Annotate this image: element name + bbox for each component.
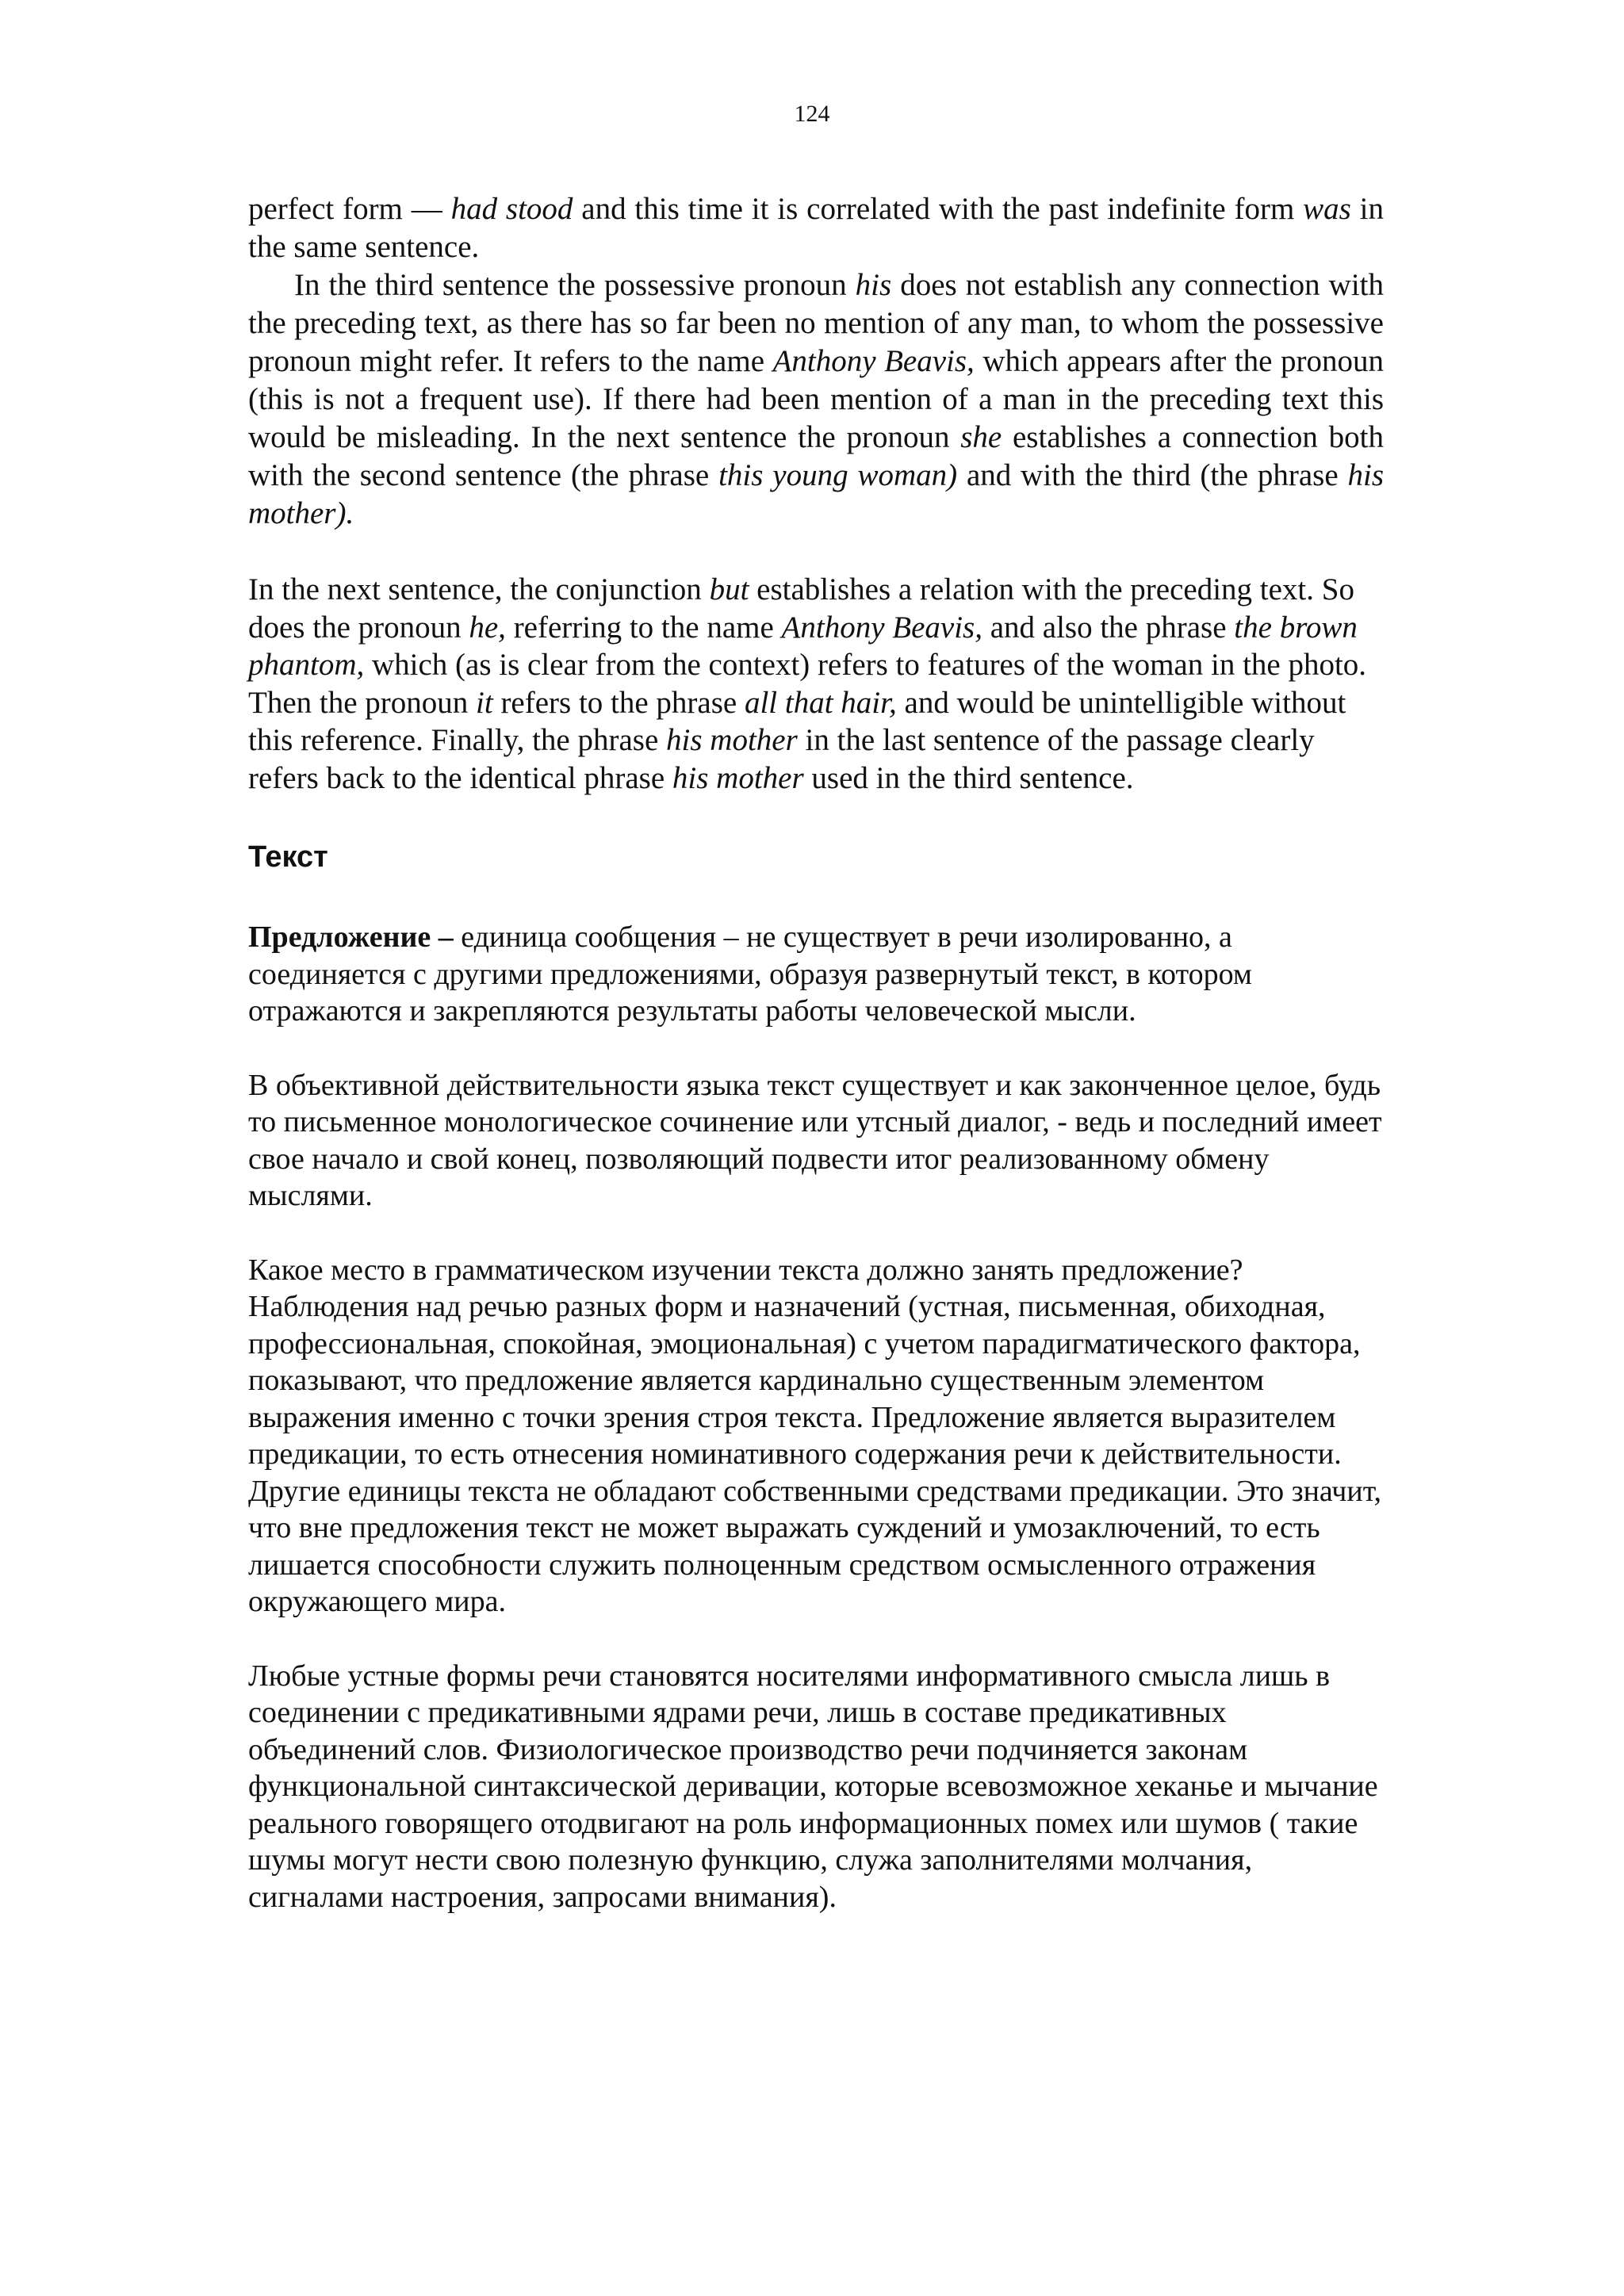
- text-run: establishes a relation with the preceding text. So does the pronoun: [248, 572, 1354, 645]
- italic-term: he,: [469, 610, 506, 645]
- text-run: which appears after the pronoun (this is not a frequent use). If there had been mention of a man in the preceding text this would be misleading. In the next sentence the pronoun: [248, 344, 1384, 454]
- text-run: perfect form —: [248, 192, 451, 226]
- paragraph-text-whole: В объективной действительности языка текст существует и как законченное целое, будь то письменное монологическое сочинение или утсный диалог, - ведь и последний имеет свое начало и свой конец, позволяющий подвести итог реализованному обмену мыслями.: [248, 1068, 1382, 1212]
- italic-term: all that hair,: [744, 685, 897, 720]
- text-run: referring to the name: [505, 610, 782, 645]
- text-run: and would be unintelligible without this reference. Finally, the phrase: [248, 685, 1346, 757]
- page-content: [248, 190, 1384, 1915]
- paragraph-sentence-definition: [248, 919, 1384, 1030]
- page-number: 124: [794, 101, 830, 127]
- italic-term: his mother: [672, 760, 804, 795]
- bold-term: Предложение –: [248, 920, 454, 954]
- text-run: and with the third (the phrase: [957, 458, 1348, 492]
- italic-term: but: [709, 572, 749, 607]
- section-heading: Текст: [248, 840, 328, 874]
- text-run: in the last sentence of the passage clearly refers back to the identical phrase: [248, 723, 1315, 795]
- text-run: establishes a connection both with the second sentence (the phrase: [248, 420, 1384, 492]
- italic-term: this young woman): [718, 458, 958, 492]
- paragraph-next-sentence: [248, 571, 1384, 797]
- italic-term: Anthony Beavis,: [781, 610, 982, 645]
- paragraph-sentence-role: Какое место в грамматическом изучении текста должно занять предложение? Наблюдения над речью разных форм и назначений (устная, письменная, обиходная, профессиональная, спокойная, эмоциональная) с учетом парадигматического фактора, показывают, что предложение является кардинально существенным элементом выражения именно с точки зрения строя текста. Предложение является выразителем предикации, то есть отнесения номинативного содержания речи к действительности. Другие единицы текста не обладают собственными средствами предикации. Это значит, что вне предложения текст не может выражать суждений и умозаключений, то есть лишается способности служить полноценным средством осмысленного отражения окружающего мира.: [248, 1253, 1381, 1618]
- text-run: which (as is clear from the context) refers to features of the woman in the photo. Then the pronoun: [248, 648, 1367, 720]
- italic-term: was: [1303, 192, 1351, 226]
- italic-term: she: [960, 420, 1002, 454]
- italic-term: had stood: [450, 192, 573, 226]
- italic-term: his mother).: [248, 458, 1385, 530]
- text-run: In the next sentence, the conjunction: [248, 572, 710, 607]
- paragraph-third-sentence: [248, 266, 1384, 533]
- text-run: единица сообщения – не существует в речи изолированно, а соединяется с другими предложениями, образуя развернутый текст, в котором отражаются и закрепляются результаты работы человеческой мысли.: [248, 920, 1252, 1027]
- text-run: and this time it is correlated with the past indefinite form: [573, 192, 1304, 226]
- italic-term: the brown phantom,: [248, 610, 1358, 682]
- text-run: and also the phrase: [982, 610, 1235, 645]
- italic-term: his mother: [666, 723, 798, 757]
- italic-term: it: [476, 685, 493, 720]
- text-run: used in the third sentence.: [803, 760, 1134, 795]
- paragraph-oral-forms: Любые устные формы речи становятся носителями информативного смысла лишь в соединении с предикативными ядрами речи, лишь в составе предикативных объединений слов. Физиологическое производство речи подчиняется законам функциональной синтаксической деривации, которые всевозможное хеканье и мычание реального говорящего отодвигают на роль информационных помех или шумов ( такие шумы могут нести свою полезную функцию, служа заполнителями молчания, сигналами настроения, запросами внимания).: [248, 1659, 1378, 1914]
- italic-term: his: [855, 268, 892, 302]
- text-run: refers to the phrase: [492, 685, 745, 720]
- text-run: does not establish any connection with the preceding text, as there has so far been no mention of any man, to whom the possessive pronoun might refer. It refers to the name: [248, 268, 1384, 378]
- text-run: In the third sentence the possessive pronoun: [294, 268, 856, 302]
- text-run: in the same sentence.: [248, 192, 1385, 264]
- italic-term: Anthony Beavis,: [772, 344, 975, 378]
- paragraph-continuation: [248, 190, 1384, 266]
